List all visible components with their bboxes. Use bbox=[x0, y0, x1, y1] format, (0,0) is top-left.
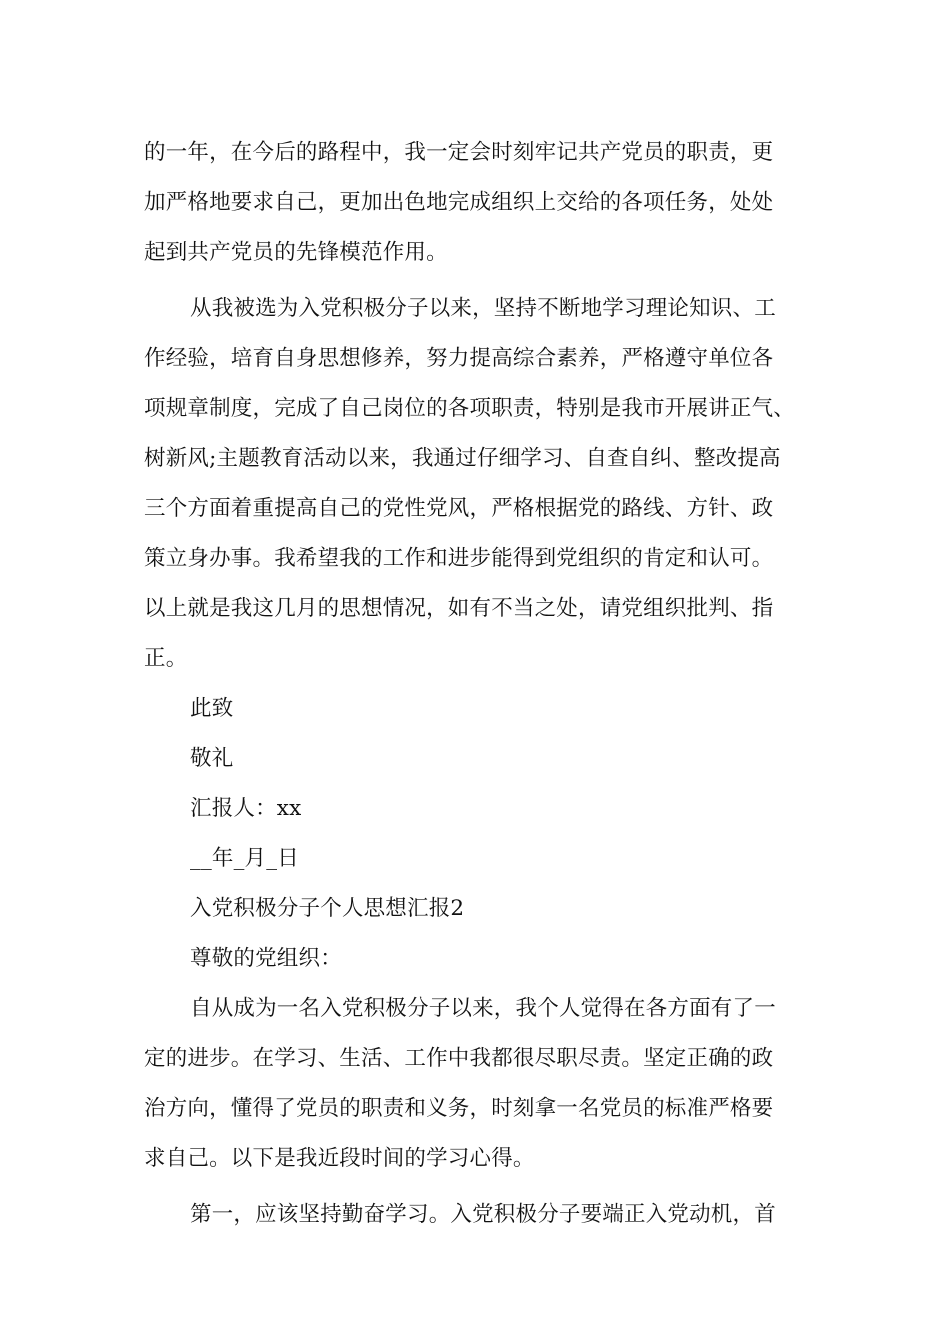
text-line: 树新风;主题教育活动以来，我通过仔细学习、自查自纠、整改提高 bbox=[144, 446, 781, 471]
text-line: 起到共产党员的先锋模范作用。 bbox=[144, 240, 448, 265]
paragraph-continuation bbox=[144, 128, 824, 278]
text-line: 从我被选为入党积极分子以来，坚持不断地学习理论知识、工 bbox=[190, 296, 776, 321]
text-line: 项规章制度，完成了自己岗位的各项职责，特别是我市开展讲正气、 bbox=[144, 396, 796, 421]
document-body bbox=[144, 128, 824, 1240]
text-line: 自从成为一名入党积极分子以来，我个人觉得在各方面有了一 bbox=[190, 996, 776, 1021]
paragraph-activist-review bbox=[144, 284, 824, 684]
paragraph-progress bbox=[144, 984, 824, 1184]
paragraph-first-point bbox=[144, 1190, 824, 1240]
greeting: 尊敬的党组织： bbox=[190, 946, 342, 971]
section-title: 入党积极分子个人思想汇报2 bbox=[190, 896, 465, 921]
closing-block bbox=[144, 684, 824, 984]
text-line: 正。 bbox=[144, 646, 188, 671]
text-line: 作经验，培育自身思想修养，努力提高综合素养，严格遵守单位各 bbox=[144, 346, 774, 371]
salutation-jingli: 敬礼 bbox=[190, 746, 234, 771]
text-line: 第一，应该坚持勤奋学习。入党积极分子要端正入党动机，首 bbox=[190, 1202, 776, 1227]
text-line: 定的进步。在学习、生活、工作中我都很尽职尽责。坚定正确的政 bbox=[144, 1046, 774, 1071]
text-line: 策立身办事。我希望我的工作和进步能得到党组织的肯定和认可。 bbox=[144, 546, 774, 571]
text-line: 治方向，懂得了党员的职责和义务，时刻拿一名党员的标准严格要 bbox=[144, 1096, 774, 1121]
text-line: 三个方面着重提高自己的党性党风，严格根据党的路线、方针、政 bbox=[144, 496, 774, 521]
salutation-cizhi: 此致 bbox=[190, 696, 234, 721]
text-line: 以上就是我这几月的思想情况，如有不当之处，请党组织批判、指 bbox=[144, 596, 774, 621]
text-line: 的一年，在今后的路程中，我一定会时刻牢记共产党员的职责，更 bbox=[144, 140, 774, 165]
text-line: 求自己。以下是我近段时间的学习心得。 bbox=[144, 1146, 535, 1171]
reporter-name: 汇报人：xx bbox=[190, 796, 302, 821]
text-line: 加严格地要求自己，更加出色地完成组织上交给的各项任务，处处 bbox=[144, 190, 774, 215]
report-date: __年_月_日 bbox=[190, 846, 299, 871]
